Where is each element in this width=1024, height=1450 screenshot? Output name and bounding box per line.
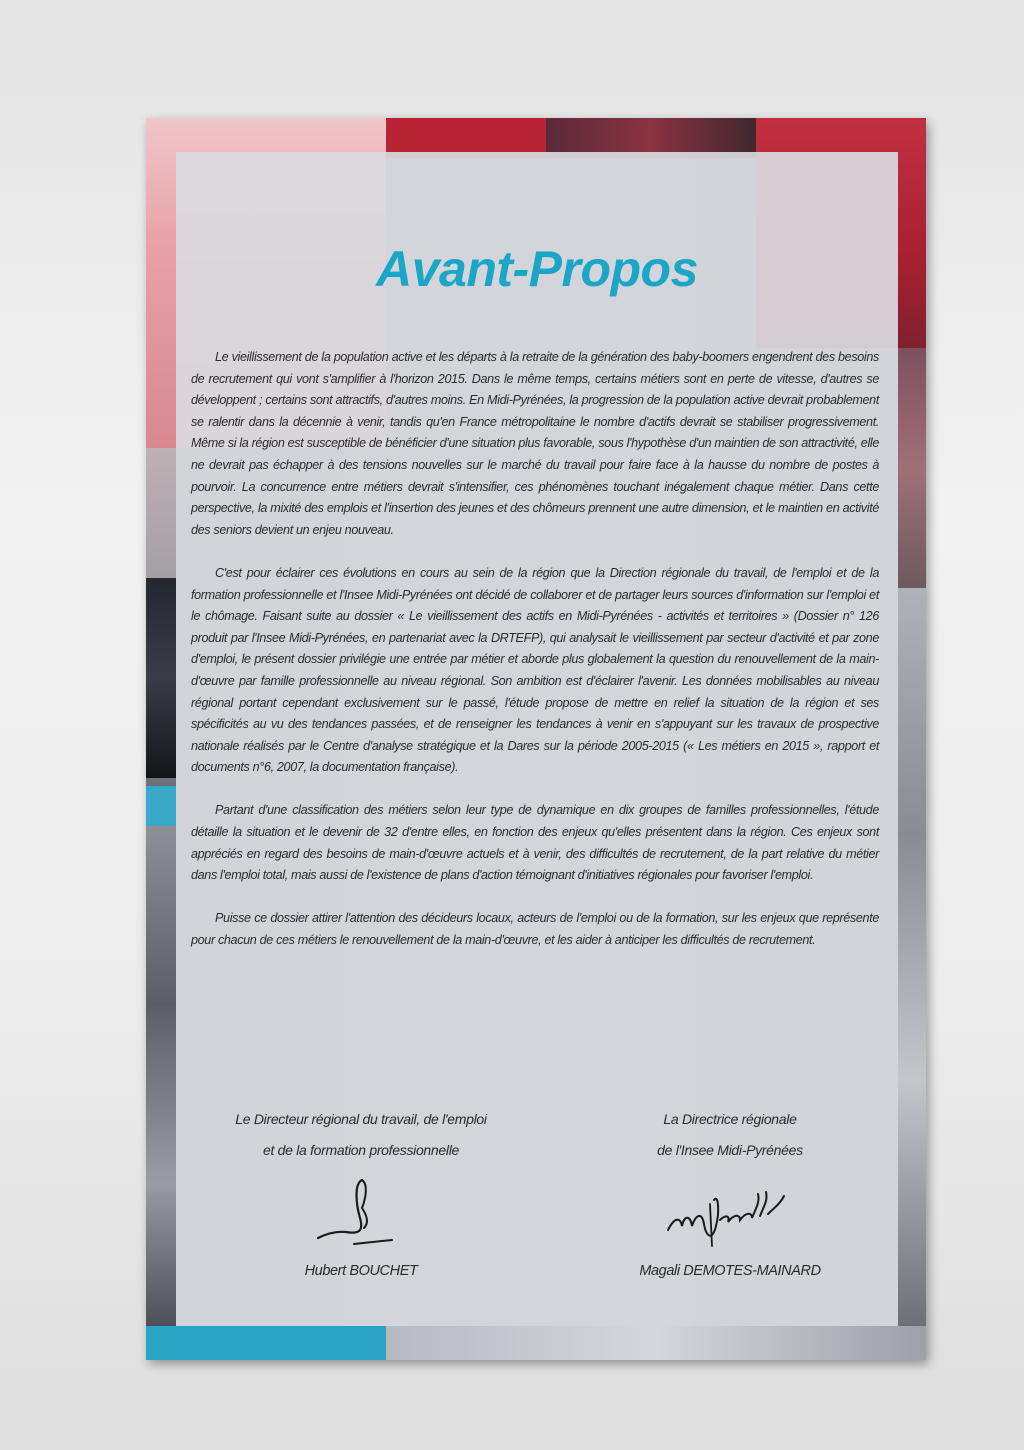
paragraph-2: C'est pour éclairer ces évolutions en cours au sein de la région que la Direction régionale du travail, de l'emploi et de la formation professionnelle et l'Insee Midi-Pyrénées ont décidé de collaborer et de partager leurs sources d'information sur l'emploi et le chômage. Faisant suite au dossier « Le vieillissement des actifs en Midi-Pyrénées - activités et territoires » (Dossier n° 126 produit par l'Insee Midi-Pyrénées, en partenariat avec la DRTEFP), qui analysait le vieillissement par secteur d'activité et par zone d'emploi, le présent dossier privilégie une entrée par métier et aborde plus globalement la question du renouvellement de la main-d'œuvre par famille professionnelle au niveau régional. Son ambition est d'éclairer l'avenir. Les données mobilisables au niveau régional portant cependant exclusivement sur le passé, l'étude propose de mettre en relief la situation de la région et ses spécificités au vu des tendances passées, et de renseigner les tendances à venir en s'appuyant sur les travaux de prospective nationale réalisés par le Centre d'analyse stratégique et la Dares sur la période 2005-2015 (« Les métiers en 2015 », rapport et documents n°6, 2007, la documentation française). xyxy=(191,565,879,775)
signatory-name: Hubert BOUCHET xyxy=(304,1263,418,1279)
signature-block-right xyxy=(560,1104,900,1287)
paragraph-1: Le vieillissement de la population active et les départs à la retraite de la génération des baby-boomers engendrent des besoins de recrutement qui vont s'amplifier à l'horizon 2015. Dans le même temps, certains métiers sont en perte de vitesse, d'autres se développent ; certains sont attractifs, d'autres moins. En Midi-Pyrénées, la progression de la population active devrait probablement se ralentir dans la décennie à venir, tandis qu'en France métropolitaine le nombre d'actifs devrait se stabiliser progressivement. Même si la région est susceptible de bénéficier d'une situation plus favorable, sous l'hypothèse d'un maintien de son attractivité, elle ne devrait pas échapper à des tensions nouvelles sur le marché du travail pour faire face à la hausse du nombre de postes à pourvoir. La concurrence entre métiers devrait s'intensifier, ces phénomènes touchant inégalement chaque métier. Dans cette perspective, la mixité des emplois et l'insertion des jeunes et des chômeurs prennent une autre dimension, et le maintien en activité des seniors devient un enjeu nouveau. xyxy=(191,350,879,537)
collage-right-strip xyxy=(898,348,926,588)
signatory-role-line: Le Directeur régional du travail, de l'emploi xyxy=(235,1111,487,1127)
signatory-role-line: de l'Insee Midi-Pyrénées xyxy=(657,1142,803,1158)
paragraph-4: Puisse ce dossier attirer l'attention des décideurs locaux, acteurs de l'emploi ou de la formation, sur les enjeux que représente pour chacun de ces métiers le renouvellement de la main-d'œuvre, et les aider à anticiper les difficultés de recrutement. xyxy=(191,911,879,948)
collage-bottom-grey xyxy=(386,1326,926,1360)
page-title: Avant-Propos xyxy=(376,241,698,297)
handwritten-signature-icon xyxy=(306,1174,416,1252)
signature-block-left xyxy=(191,1104,531,1287)
paragraph-3: Partant d'une classification des métiers selon leur type de dynamique en dix groupes de familles professionnelles, l'étude détaille la situation et le devenir de 32 d'entre elles, en fonction des enjeux qu'elles présentent dans la région. Ces enjeux sont appréciés en regard des besoins de main-d'œuvre actuels et à venir, des difficultés de recrutement, de la part relative du métier dans l'emploi total, mais aussi de l'existence de plans d'action témoignant d'initiatives régionales pour favoriser l'emploi. xyxy=(191,803,879,883)
signatory-role-line: et de la formation professionnelle xyxy=(262,1142,460,1158)
signatory-name: Magali DEMOTES-MAINARD xyxy=(639,1263,821,1279)
collage-bottom-cyan xyxy=(146,1326,386,1360)
handwritten-signature-icon xyxy=(660,1174,800,1252)
collage-left-cyan xyxy=(146,786,176,826)
collage-left-dark xyxy=(146,578,176,778)
signatory-role-line: La Directrice régionale xyxy=(663,1111,797,1127)
document-page xyxy=(146,118,926,1360)
foreword-body xyxy=(191,347,879,973)
collage-left-bottom xyxy=(146,826,176,1360)
collage-right-lower xyxy=(898,588,926,1326)
text-panel xyxy=(176,152,898,1326)
